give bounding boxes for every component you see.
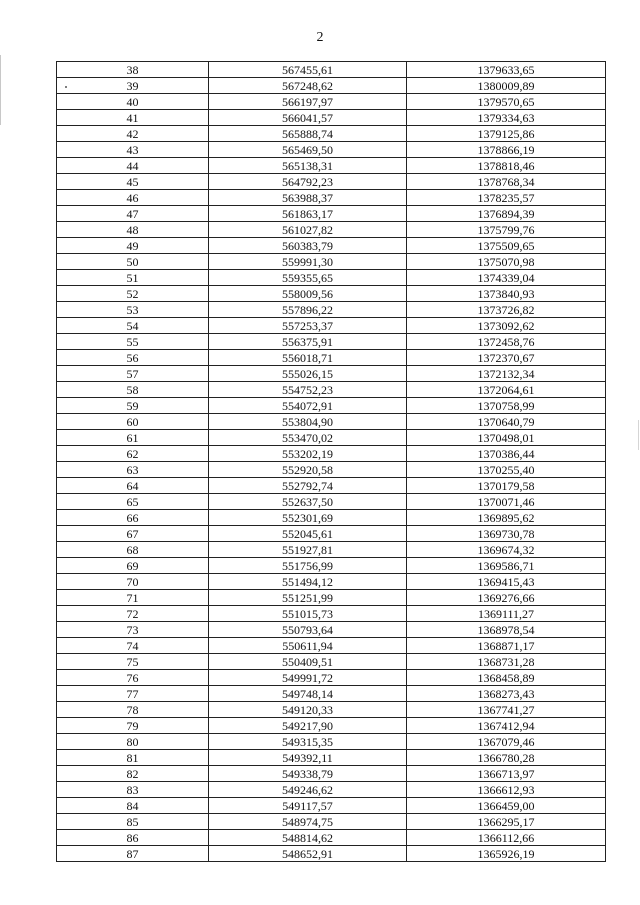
x-coordinate-cell: 552920,58 (209, 462, 407, 478)
y-coordinate-cell: 1367079,46 (407, 734, 606, 750)
x-coordinate-cell: 551251,99 (209, 590, 407, 606)
table-row (57, 654, 606, 670)
x-coordinate-cell: 549338,79 (209, 766, 407, 782)
x-coordinate-cell: 549748,14 (209, 686, 407, 702)
x-coordinate-cell: 556375,91 (209, 334, 407, 350)
y-coordinate-cell: 1372458,76 (407, 334, 606, 350)
x-coordinate-cell: 557896,22 (209, 302, 407, 318)
x-coordinate-cell: 555026,15 (209, 366, 407, 382)
y-coordinate-cell: 1368871,17 (407, 638, 606, 654)
table-row (57, 142, 606, 158)
y-coordinate-cell: 1370386,44 (407, 446, 606, 462)
y-coordinate-cell: 1366112,66 (407, 830, 606, 846)
point-number-cell: 83 (57, 782, 209, 798)
y-coordinate-cell: 1369586,71 (407, 558, 606, 574)
y-coordinate-cell: 1375070,98 (407, 254, 606, 270)
y-coordinate-cell: 1368978,54 (407, 622, 606, 638)
point-number-cell: 42 (57, 126, 209, 142)
y-coordinate-cell: 1370179,58 (407, 478, 606, 494)
point-number-cell: 70 (57, 574, 209, 590)
table-row (57, 574, 606, 590)
y-coordinate-cell: 1366295,17 (407, 814, 606, 830)
table-row (57, 78, 606, 94)
table-row (57, 606, 606, 622)
table-row (57, 334, 606, 350)
x-coordinate-cell: 553804,90 (209, 414, 407, 430)
point-number-cell: 71 (57, 590, 209, 606)
point-number-cell: 87 (57, 846, 209, 862)
y-coordinate-cell: 1368458,89 (407, 670, 606, 686)
y-coordinate-cell: 1372064,61 (407, 382, 606, 398)
y-coordinate-cell: 1374339,04 (407, 270, 606, 286)
x-coordinate-cell: 561027,82 (209, 222, 407, 238)
point-number-cell: 74 (57, 638, 209, 654)
y-coordinate-cell: 1379633,65 (407, 62, 606, 78)
table-row (57, 686, 606, 702)
y-coordinate-cell: 1369895,62 (407, 510, 606, 526)
table-row (57, 366, 606, 382)
table-row (57, 206, 606, 222)
point-number-cell: 63 (57, 462, 209, 478)
table-row (57, 414, 606, 430)
x-coordinate-cell: 549392,11 (209, 750, 407, 766)
table-row (57, 558, 606, 574)
x-coordinate-cell: 551494,12 (209, 574, 407, 590)
point-number-cell: 81 (57, 750, 209, 766)
y-coordinate-cell: 1369111,27 (407, 606, 606, 622)
x-coordinate-cell: 548974,75 (209, 814, 407, 830)
y-coordinate-cell: 1380009,89 (407, 78, 606, 94)
point-number-cell: 49 (57, 238, 209, 254)
x-coordinate-cell: 551756,99 (209, 558, 407, 574)
y-coordinate-cell: 1370498,01 (407, 430, 606, 446)
table-row (57, 798, 606, 814)
y-coordinate-cell: 1368731,28 (407, 654, 606, 670)
x-coordinate-cell: 559355,65 (209, 270, 407, 286)
x-coordinate-cell: 550793,64 (209, 622, 407, 638)
x-coordinate-cell: 558009,56 (209, 286, 407, 302)
point-number-cell: 41 (57, 110, 209, 126)
y-coordinate-cell: 1366780,28 (407, 750, 606, 766)
x-coordinate-cell: 552301,69 (209, 510, 407, 526)
table-row (57, 846, 606, 862)
x-coordinate-cell: 565138,31 (209, 158, 407, 174)
table-row (57, 766, 606, 782)
x-coordinate-cell: 548814,62 (209, 830, 407, 846)
scan-margin-line (0, 55, 1, 125)
x-coordinate-cell: 559991,30 (209, 254, 407, 270)
y-coordinate-cell: 1370071,46 (407, 494, 606, 510)
x-coordinate-cell: 552792,74 (209, 478, 407, 494)
table-row (57, 62, 606, 78)
table-row (57, 430, 606, 446)
table-row (57, 622, 606, 638)
y-coordinate-cell: 1369730,78 (407, 526, 606, 542)
point-number-cell: 53 (57, 302, 209, 318)
y-coordinate-cell: 1375509,65 (407, 238, 606, 254)
table-row (57, 670, 606, 686)
x-coordinate-cell: 566041,57 (209, 110, 407, 126)
point-number-cell: 40 (57, 94, 209, 110)
x-coordinate-cell: 553202,19 (209, 446, 407, 462)
point-number-cell: 58 (57, 382, 209, 398)
x-coordinate-cell: 550611,94 (209, 638, 407, 654)
table-row (57, 590, 606, 606)
x-coordinate-cell: 551927,81 (209, 542, 407, 558)
point-number-cell: 55 (57, 334, 209, 350)
page-number: 2 (316, 30, 324, 45)
x-coordinate-cell: 554072,91 (209, 398, 407, 414)
point-number-cell: 62 (57, 446, 209, 462)
table-row (57, 398, 606, 414)
x-coordinate-cell: 549217,90 (209, 718, 407, 734)
y-coordinate-cell: 1369674,32 (407, 542, 606, 558)
table-row (57, 254, 606, 270)
point-number-cell: 38 (57, 62, 209, 78)
point-number-cell: 68 (57, 542, 209, 558)
point-number-cell: 52 (57, 286, 209, 302)
x-coordinate-cell: 566197,97 (209, 94, 407, 110)
point-number-cell: 76 (57, 670, 209, 686)
y-coordinate-cell: 1369276,66 (407, 590, 606, 606)
x-coordinate-cell: 561863,17 (209, 206, 407, 222)
table-row (57, 270, 606, 286)
y-coordinate-cell: 1370640,79 (407, 414, 606, 430)
y-coordinate-cell: 1367741,27 (407, 702, 606, 718)
table-row (57, 158, 606, 174)
table-row (57, 638, 606, 654)
table-row (57, 446, 606, 462)
y-coordinate-cell: 1366612,93 (407, 782, 606, 798)
x-coordinate-cell: 549117,57 (209, 798, 407, 814)
point-number-cell: 44 (57, 158, 209, 174)
point-number-cell: 50 (57, 254, 209, 270)
y-coordinate-cell: 1373840,93 (407, 286, 606, 302)
table-row (57, 510, 606, 526)
y-coordinate-cell: 1370255,40 (407, 462, 606, 478)
y-coordinate-cell: 1367412,94 (407, 718, 606, 734)
table-row (57, 702, 606, 718)
table-row (57, 542, 606, 558)
y-coordinate-cell: 1378866,19 (407, 142, 606, 158)
y-coordinate-cell: 1366713,97 (407, 766, 606, 782)
y-coordinate-cell: 1378818,46 (407, 158, 606, 174)
point-number-cell: 54 (57, 318, 209, 334)
table-row (57, 190, 606, 206)
point-number-cell: 73 (57, 622, 209, 638)
table-row (57, 126, 606, 142)
point-number-cell: 85 (57, 814, 209, 830)
table-row (57, 830, 606, 846)
y-coordinate-cell: 1375799,76 (407, 222, 606, 238)
point-number-cell: 79 (57, 718, 209, 734)
x-coordinate-cell: 554752,23 (209, 382, 407, 398)
point-number-cell: 48 (57, 222, 209, 238)
x-coordinate-cell: 548652,91 (209, 846, 407, 862)
point-number-cell: 86 (57, 830, 209, 846)
x-coordinate-cell: 549991,72 (209, 670, 407, 686)
x-coordinate-cell: 565888,74 (209, 126, 407, 142)
table-row (57, 110, 606, 126)
x-coordinate-cell: 565469,50 (209, 142, 407, 158)
point-number-cell: 59 (57, 398, 209, 414)
point-number-cell: 43 (57, 142, 209, 158)
point-number-cell: 64 (57, 478, 209, 494)
point-number-cell: 78 (57, 702, 209, 718)
point-number-cell: 72 (57, 606, 209, 622)
x-coordinate-cell: 557253,37 (209, 318, 407, 334)
x-coordinate-cell: 563988,37 (209, 190, 407, 206)
y-coordinate-cell: 1368273,43 (407, 686, 606, 702)
table-row (57, 494, 606, 510)
point-number-cell: 56 (57, 350, 209, 366)
y-coordinate-cell: 1378768,34 (407, 174, 606, 190)
table-row (57, 238, 606, 254)
table-row (57, 302, 606, 318)
point-number-cell: 39 (57, 78, 209, 94)
x-coordinate-cell: 552045,61 (209, 526, 407, 542)
table-row (57, 318, 606, 334)
coordinates-table (56, 61, 606, 862)
x-coordinate-cell: 567248,62 (209, 78, 407, 94)
table-row (57, 222, 606, 238)
y-coordinate-cell: 1370758,99 (407, 398, 606, 414)
point-number-cell: 65 (57, 494, 209, 510)
table-row (57, 734, 606, 750)
x-coordinate-cell: 551015,73 (209, 606, 407, 622)
point-number-cell: 45 (57, 174, 209, 190)
table-row (57, 350, 606, 366)
point-number-cell: 82 (57, 766, 209, 782)
table-row (57, 814, 606, 830)
point-number-cell: 60 (57, 414, 209, 430)
table-row (57, 94, 606, 110)
table-row (57, 462, 606, 478)
y-coordinate-cell: 1373726,82 (407, 302, 606, 318)
point-number-cell: 46 (57, 190, 209, 206)
table-row (57, 174, 606, 190)
y-coordinate-cell: 1369415,43 (407, 574, 606, 590)
point-number-cell: 69 (57, 558, 209, 574)
x-coordinate-cell: 549315,35 (209, 734, 407, 750)
y-coordinate-cell: 1379570,65 (407, 94, 606, 110)
y-coordinate-cell: 1366459,00 (407, 798, 606, 814)
x-coordinate-cell: 564792,23 (209, 174, 407, 190)
x-coordinate-cell: 567455,61 (209, 62, 407, 78)
table-row (57, 526, 606, 542)
y-coordinate-cell: 1373092,62 (407, 318, 606, 334)
x-coordinate-cell: 560383,79 (209, 238, 407, 254)
y-coordinate-cell: 1376894,39 (407, 206, 606, 222)
x-coordinate-cell: 549120,33 (209, 702, 407, 718)
table-row (57, 782, 606, 798)
point-number-cell: 80 (57, 734, 209, 750)
point-number-cell: 47 (57, 206, 209, 222)
y-coordinate-cell: 1378235,57 (407, 190, 606, 206)
y-coordinate-cell: 1379334,63 (407, 110, 606, 126)
point-number-cell: 67 (57, 526, 209, 542)
point-number-cell: 77 (57, 686, 209, 702)
table-row (57, 478, 606, 494)
coordinates-table-body (57, 62, 606, 862)
point-number-cell: 75 (57, 654, 209, 670)
table-row (57, 750, 606, 766)
y-coordinate-cell: 1372370,67 (407, 350, 606, 366)
point-number-cell: 57 (57, 366, 209, 382)
y-coordinate-cell: 1379125,86 (407, 126, 606, 142)
x-coordinate-cell: 553470,02 (209, 430, 407, 446)
table-row (57, 718, 606, 734)
table-row (57, 382, 606, 398)
x-coordinate-cell: 552637,50 (209, 494, 407, 510)
point-number-cell: 51 (57, 270, 209, 286)
y-coordinate-cell: 1365926,19 (407, 846, 606, 862)
y-coordinate-cell: 1372132,34 (407, 366, 606, 382)
x-coordinate-cell: 550409,51 (209, 654, 407, 670)
scan-edge-mark (638, 420, 639, 450)
point-number-cell: 84 (57, 798, 209, 814)
point-number-cell: 66 (57, 510, 209, 526)
point-number-cell: 61 (57, 430, 209, 446)
x-coordinate-cell: 549246,62 (209, 782, 407, 798)
x-coordinate-cell: 556018,71 (209, 350, 407, 366)
table-row (57, 286, 606, 302)
